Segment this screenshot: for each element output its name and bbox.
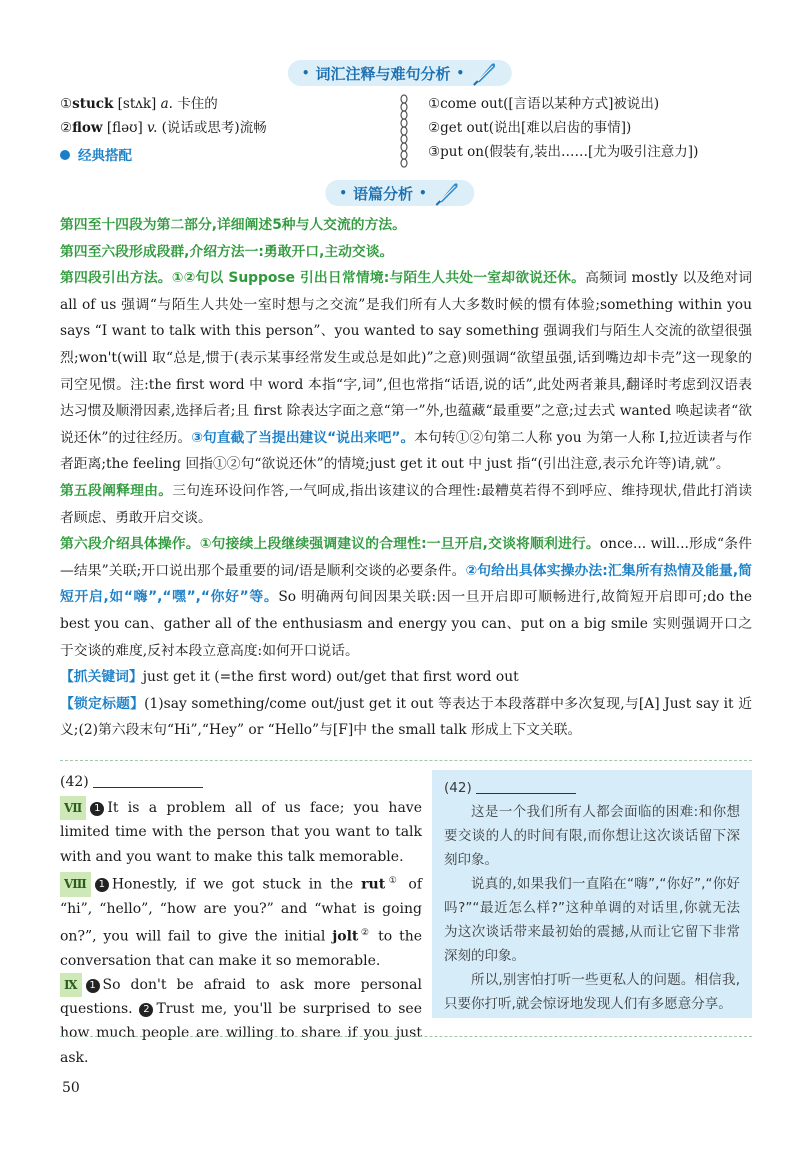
vocab-banner-title: 词汇注释与难句分析 <box>315 64 451 83</box>
vocab-notes-right <box>428 92 758 164</box>
vocab-index: ① <box>60 96 73 112</box>
keyword-note <box>60 664 752 691</box>
vocab-index: ② <box>60 120 73 136</box>
gloss-marker: ② <box>358 927 372 938</box>
analysis-keyline: ②句给出具体实操办法:汇集所有热情及能量,简短开启,如“嗨”,“嘿”,“你好”等。 <box>60 562 752 606</box>
paragraph-number-badge: Ⅷ <box>60 872 91 896</box>
page-number: 50 <box>62 1080 80 1096</box>
vocab-word: stuck <box>72 96 114 112</box>
analysis-keyline: 第五段阐释理由。 <box>60 482 173 499</box>
translation-blank <box>476 779 576 794</box>
analysis-keyline: ③句直截了当提出建议“说出来吧”。 <box>191 429 415 446</box>
translation-paragraph: 这是一个我们所有人都会面临的困难:和你想要交谈的人的时间有限,而你想让这次谈话留下深刻印象。 <box>444 804 740 868</box>
keyword-label: 【抓关键词】 <box>60 669 143 686</box>
analysis-group-summary: 第四至六段形成段群,介绍方法一:勇敢开口,主动交谈。 <box>60 243 394 260</box>
sentence-number-badge: 1 <box>90 802 104 816</box>
translation-question-label: (42) <box>444 780 472 796</box>
passage-text: Trust me, you'll be surprised to see how much people are willing to share if you just ask. <box>60 1001 422 1066</box>
passage-paragraph-9 <box>60 973 422 1070</box>
analysis-text: 三句连环设问作答,一气呵成,指出该建议的合理性:最糟莫若得不到呼应、维持现状,借此打消读者顾虑、勇敢开启交谈。 <box>60 482 752 526</box>
analysis-text: So 明确两句间因果关联:因一旦开启即可顺畅进行,故简短开启即可;do the best you can、gather all of the enthusiasm and energy you can、put on a big smile 实则强调开口之于交谈的难度,反衬本段立意高度:如何开口说话。 <box>60 589 752 659</box>
vocab-pron: [fləʊ] <box>102 120 148 136</box>
glossed-word: rut <box>361 876 386 893</box>
section-divider <box>60 760 752 761</box>
banner-dot-icon: • <box>301 66 310 80</box>
sentence-number-badge: 1 <box>95 878 109 892</box>
collocation-item: ②get out(说出[难以启齿的事情]) <box>428 120 632 136</box>
translation-question-line <box>444 776 740 800</box>
analysis-text: once... will...形成“条件—结果”关联;开口说出那个最重要的词/语是顺利交谈的必要条件。 <box>60 536 752 579</box>
paragraph-number-badge: Ⅸ <box>60 973 82 997</box>
collocation-dot-icon <box>60 150 70 160</box>
title-label: 【锁定标题】 <box>60 695 145 712</box>
glossed-word: jolt <box>332 928 359 945</box>
analysis-text: 高频词 mostly 以及绝对词 all of us 强调“与陌生人共处一室时想与之交流”是我们所有人大多数时候的惯有体验;something within you says “I want to talk with this person”、you wanted to say something 强调我们与陌生人交流的欲望很强烈;won't(will 取“总是,惯于(表示某事经常发生或总是如此)”之意)则强调“欲望虽强,话到嘴边却卡壳”这一现象的司空见惯。注:the first word 中 word 本指“字,词”,但也常指“话语,说的话”,此处两者兼具,翻译时考虑到汉语表达习惯及顺滑因素,选择后者;且 first 除表达字面之意“第一”外,也蕴藏“最重要”之意;过去式 wanted 唤起读者“欲说还休”的过往经历。 <box>60 270 752 446</box>
vocab-meaning: 卡住的 <box>172 96 218 112</box>
title-text: (1)say something/come out/just get it out 等表达于本段落群中多次复现,与[A] Just say it 近义;(2)第六段末句“Hi”,“Hey” or “Hello”与[F]中 the small talk 形成上下文关联。 <box>60 695 752 739</box>
vocab-word: flow <box>72 120 103 136</box>
passage-text: So don't be afraid to ask more personal questions. <box>60 976 422 1018</box>
passage-text: Honestly, if we got stuck in the <box>111 876 362 893</box>
title-note <box>60 691 752 744</box>
english-passage <box>60 770 422 1070</box>
vocab-item <box>60 116 380 140</box>
vocab-notes-left <box>60 92 380 168</box>
quill-pen-icon <box>435 180 461 206</box>
passage-text: to the conversation that can make it so memorable. <box>60 928 422 969</box>
vocab-meaning: (说话或思考)流畅 <box>157 120 267 136</box>
passage-paragraph-7 <box>60 796 422 869</box>
collocation-heading <box>60 144 380 168</box>
translation-box <box>432 770 752 1018</box>
vocab-pos: a. <box>160 96 173 112</box>
translation-paragraph: 说真的,如果我们一直陷在“嗨”,“你好”,“你好吗?”“最近怎么样?”这种单调的对话里,你就无法为这次谈话带来最初始的震撼,从而让它留下非常深刻的印象。 <box>444 876 740 964</box>
banner-dot-icon: • <box>339 186 347 200</box>
analysis-part-summary: 第四至十四段为第二部分,详细阐述5种与人交流的方法。 <box>60 217 406 233</box>
passage-paragraph-8 <box>60 869 422 973</box>
analysis-paragraph-6 <box>60 531 752 664</box>
analysis-paragraph-5 <box>60 478 752 531</box>
vocab-item <box>60 92 380 116</box>
translation-paragraph: 所以,别害怕打听一些更私人的问题。相信我,只要你打听,就会惊讶地发现人们有多愿意分享。 <box>444 972 740 1012</box>
collocation-label: 经典搭配 <box>78 148 132 164</box>
vocab-section-banner <box>288 60 512 86</box>
vocab-pos: v. <box>147 120 158 136</box>
collocation-item: ③put on(假装有,装出……[尤为吸引注意力]) <box>428 144 699 160</box>
banner-dot-icon: • <box>419 186 427 200</box>
quill-pen-icon <box>472 60 498 86</box>
passage-text: It is a problem all of us face; you have limited time with the person that you want to talk with and you want to make this talk memorable. <box>60 800 422 865</box>
paragraph-number-badge: Ⅶ <box>60 796 86 820</box>
analysis-keyline: 第四段引出方法。①②句以 Suppose 引出日常情境:与陌生人共处一室却欲说还休。 <box>60 270 586 287</box>
chain-divider-icon <box>397 94 411 168</box>
analysis-paragraph-4 <box>60 265 752 478</box>
sentence-number-badge: 2 <box>139 1003 153 1017</box>
passage-text: of “hi”, “hello”, “how are you?” and “what is going on?”, you will fail to give the initial <box>60 876 422 945</box>
question-line <box>60 770 422 794</box>
sentence-number-badge: 1 <box>86 979 100 993</box>
answer-blank[interactable] <box>93 773 203 788</box>
analysis-keyline: 第六段介绍具体操作。①句接续上段继续强调建议的合理性:一旦开启,交谈将顺利进行。 <box>60 536 600 553</box>
vocab-pron: [stʌk] <box>113 96 161 112</box>
analysis-text: 本句转①②句第二人称 you 为第一人称 I,拉近读者与作者距离;the feeling 回指①②句“欲说还休”的情境;just get it out 中 just 指“(引出注意,表示允许等)请,就”。 <box>60 429 752 473</box>
passage-section-banner <box>325 180 474 206</box>
passage-banner-title: 语篇分析 <box>352 184 414 203</box>
gloss-marker: ① <box>385 875 401 886</box>
banner-dot-icon: • <box>456 66 465 80</box>
section-divider <box>60 1036 752 1037</box>
question-label: (42) <box>60 774 89 790</box>
keyword-text: just get it (=the first word) out/get that first word out <box>142 669 519 686</box>
collocation-item: ①come out([言语以某种方式]被说出) <box>428 96 660 112</box>
passage-analysis <box>60 212 752 744</box>
